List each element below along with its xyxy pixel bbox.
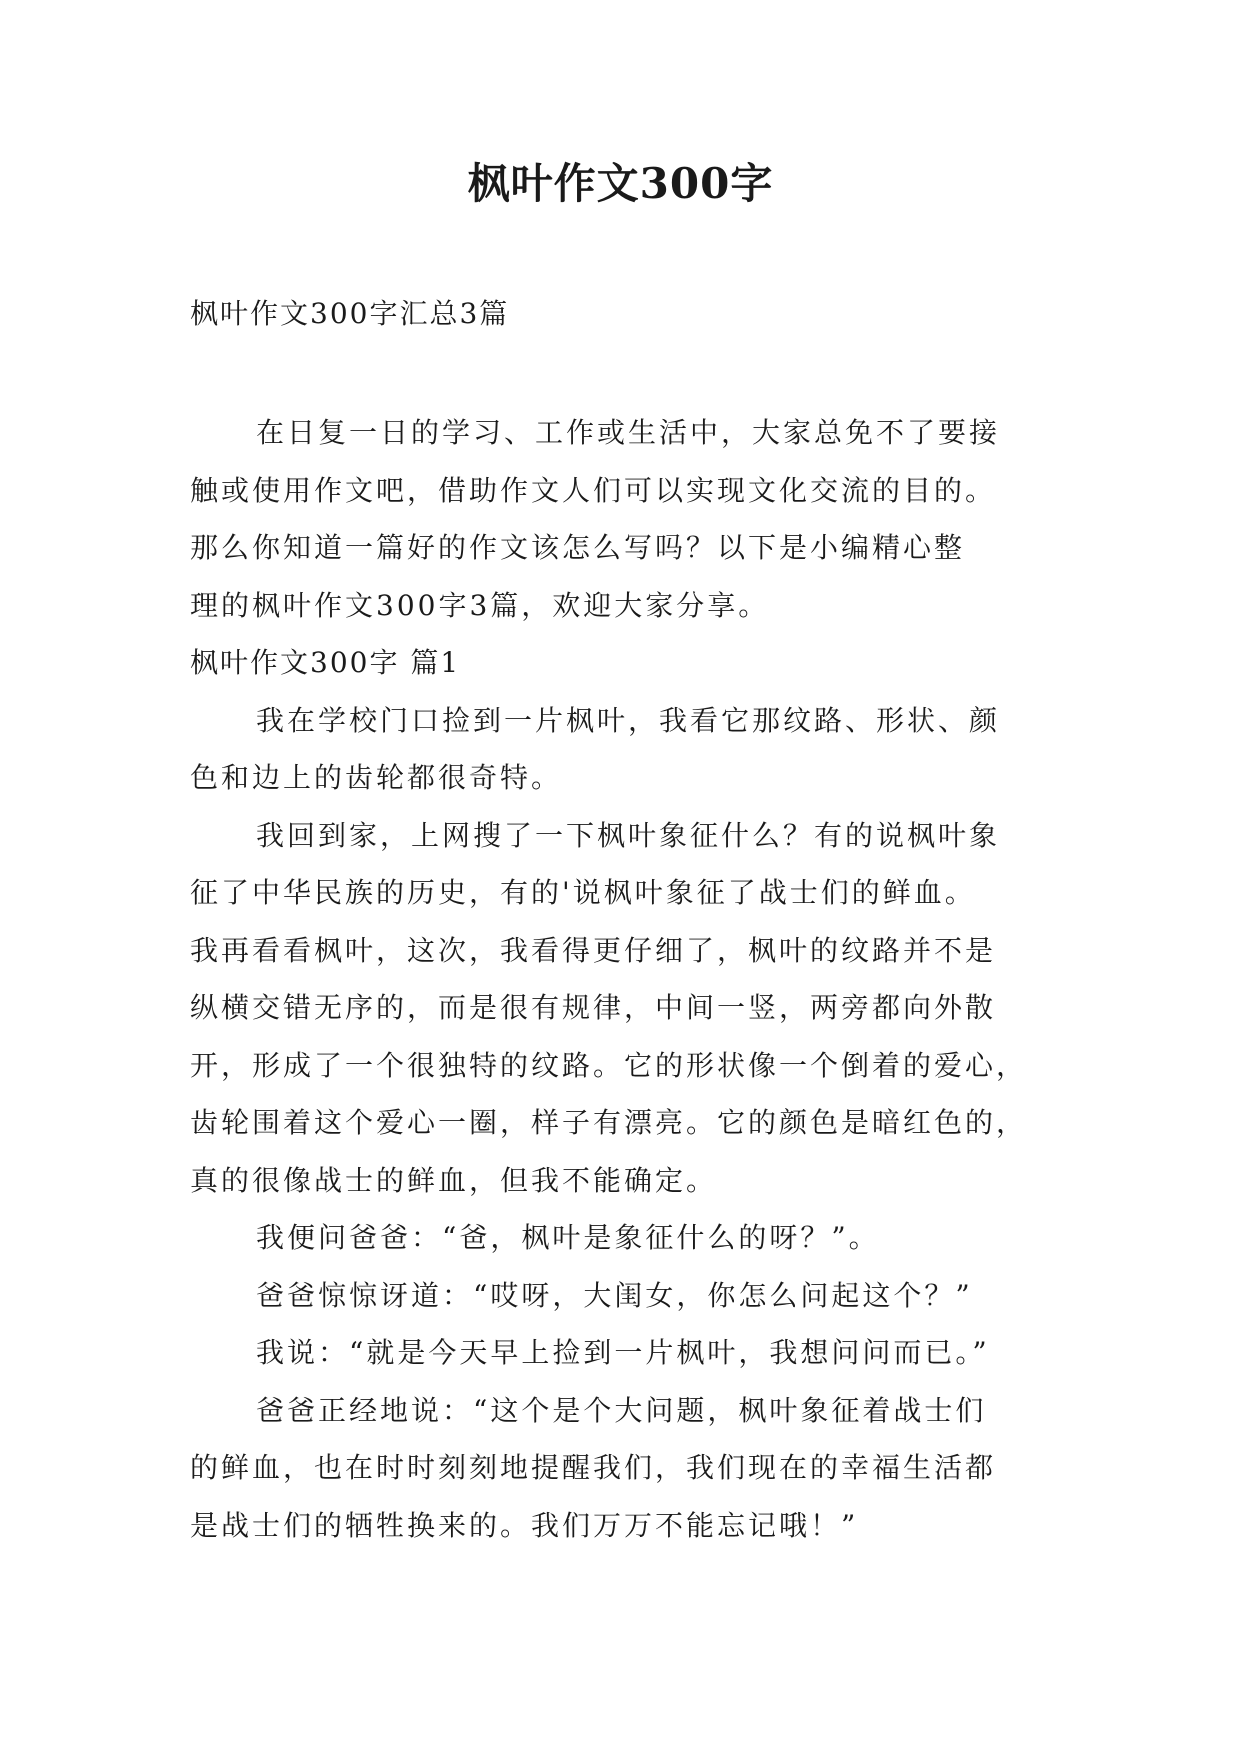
paragraph-line: 我再看看枫叶，这次，我看得更仔细了，枫叶的纹路并不是 bbox=[190, 933, 997, 967]
paragraph-line: 色和边上的齿轮都很奇特。 bbox=[190, 761, 563, 794]
paragraph-line: 那么你知道一篇好的作文该怎么写吗？以下是小编精心整 bbox=[190, 531, 966, 564]
paragraph-line: 我在学校门口捡到一片枫叶，我看它那纹路、形状、颜 bbox=[256, 703, 1001, 737]
paragraph-line: 齿轮围着这个爱心一圈，样子有漂亮。它的颜色是暗红色的， bbox=[190, 1106, 1028, 1139]
paragraph-line: 真的很像战士的鲜血，但我不能确定。 bbox=[190, 1163, 718, 1197]
document-body bbox=[190, 404, 1070, 1554]
document-subtitle: 枫叶作文300字汇总3篇 bbox=[190, 297, 510, 330]
paragraph-line: 在日复一日的学习、工作或生活中，大家总免不了要接 bbox=[256, 416, 1001, 449]
paragraph-line: 爸爸惊惊讶道：“哎呀，大闺女，你怎么问起这个？” bbox=[256, 1278, 973, 1312]
paragraph-line: 我回到家，上网搜了一下枫叶象征什么？有的说枫叶象 bbox=[256, 818, 1001, 852]
paragraph-line: 触或使用作文吧，借助作文人们可以实现文化交流的目的。 bbox=[190, 473, 997, 507]
paragraph-line: 我便问爸爸：“爸，枫叶是象征什么的呀？”。 bbox=[256, 1221, 880, 1254]
paragraph-line: 开，形成了一个很独特的纹路。它的形状像一个倒着的爱心， bbox=[190, 1048, 1028, 1082]
paragraph-line: 的鲜血，也在时时刻刻地提醒我们，我们现在的幸福生活都 bbox=[190, 1451, 997, 1484]
paragraph-line: 爸爸正经地说：“这个是个大问题，枫叶象征着战士们 bbox=[256, 1393, 987, 1427]
section-heading: 枫叶作文300字 篇1 bbox=[190, 646, 461, 679]
paragraph-line: 理的枫叶作文300字3篇，欢迎大家分享。 bbox=[190, 588, 770, 622]
document-title: 枫叶作文300字 bbox=[467, 159, 774, 208]
paragraph-line: 纵横交错无序的，而是很有规律，中间一竖，两旁都向外散 bbox=[190, 991, 997, 1024]
paragraph-line: 是战士们的牺牲换来的。我们万万不能忘记哦！” bbox=[190, 1508, 859, 1542]
paragraph-line: 征了中华民族的历史，有的'说枫叶象征了战士们的鲜血。 bbox=[190, 876, 976, 909]
paragraph-line: 我说：“就是今天早上捡到一片枫叶，我想问问而已。” bbox=[256, 1336, 990, 1369]
